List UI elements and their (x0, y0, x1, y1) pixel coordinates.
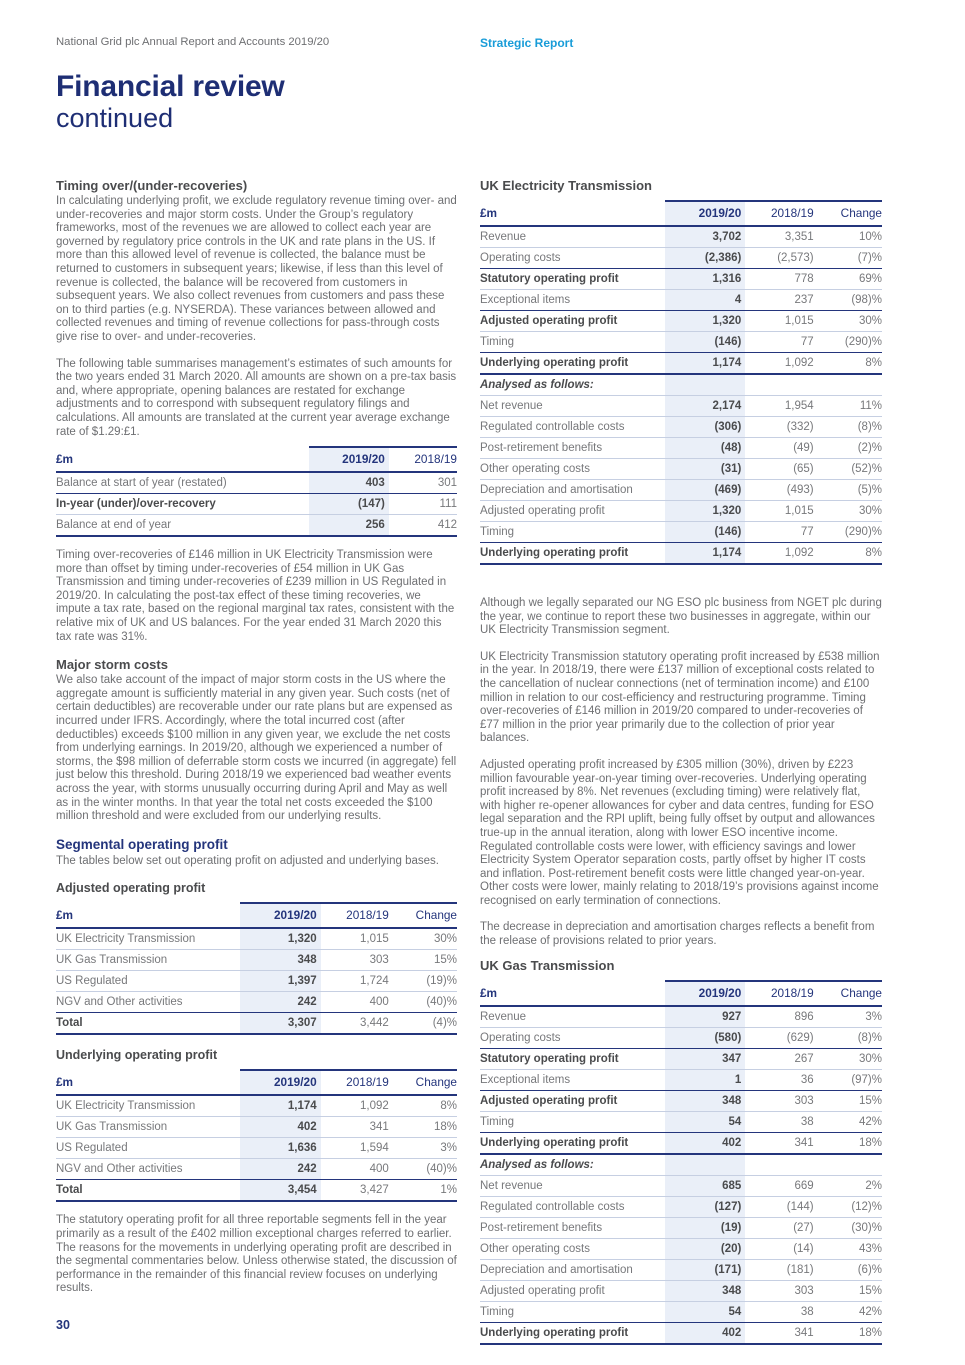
cell-label: Timing (480, 1301, 665, 1322)
storm-heading: Major storm costs (56, 657, 168, 673)
cell-2018-19: 778 (745, 269, 813, 290)
timing-paragraph-1: In calculating underlying profit, we exclude regulatory revenue timing over- and under-recoveries and major storm costs. Under the Group’s regulatory frameworks, most of the revenues we are allowed to collect each year are governed by regulatory price controls in the UK and rate plans in the US. If more than this allowed level of revenue is collected, the balance must be returned to customers in subsequent years; likewise, if less than this level of revenue is collected, the balance will be recovered from customers in subsequent years. We also collect revenues from customers and pass these on to third parties (e.g. NYSERDA). These variances between allowed and collected revenues and timing of revenue collections for pass-through costs give rise to over- and under-recoveries. (56, 195, 457, 343)
cell-2019-20: (20) (665, 1238, 745, 1259)
column-header: 2018/19 (321, 1070, 389, 1095)
cell-2019-20: 54 (665, 1301, 745, 1322)
uket-paragraph-3: Adjusted operating profit increased by £305 million (30%), driven by £223 million favourable year-on-year timing over-recoveries. Underlying operating profit increased by 8%. Net revenues (excluding timing) were relatively flat, with higher re-opener allowances for cyber and data centres, funding for ESO legal separation and the RPI uplift, being fully offset by output and allowances true-up in the annual iteration, along with lower ESO incentive income. Regulated controllable costs were lower, with efficiency savings and lower Electricity System Operator separation costs, partly offset by higher IT costs and inflation. Post-retirement benefit costs were little changed year-on-year. Other costs were lower, mainly relating to 2018/19’s provisions against income recognised on early termination of connections. (480, 758, 879, 907)
cell-label: Underlying operating profit (480, 1132, 665, 1154)
column-header: Change (389, 903, 457, 928)
cell-change: (40)% (389, 992, 457, 1013)
cell-2019-20: (306) (665, 417, 745, 438)
timing-paragraph-2: The following table summarises management’s estimates of such amounts for the two years ended 31 March 2020. All amounts are shown on a pre-tax basis and, where appropriate, opening balances are restated for exchange adjustments and to correspond with subsequent regulatory filings and calculations. All amounts are translated at the current year average exchange rate of $1.29:£1. (56, 357, 457, 438)
table-row (480, 417, 882, 438)
ukgt-table (480, 980, 882, 1345)
right-column (480, 178, 882, 1357)
cell-2018-19: 36 (745, 1069, 813, 1090)
cell-change: (6)% (814, 1259, 882, 1280)
table-row (480, 396, 882, 417)
table-row (56, 472, 457, 494)
cell-change: (12)% (814, 1196, 882, 1217)
cell-2018-19 (745, 374, 813, 396)
column-header: £m (480, 201, 665, 226)
cell-change: 18% (814, 1132, 882, 1154)
table-row (56, 1180, 457, 1202)
cell-label: Adjusted operating profit (480, 311, 665, 332)
cell-2019-20: 1,174 (665, 353, 745, 375)
cell-change: (290)% (814, 332, 882, 353)
cell-label: Analysed as follows: (480, 374, 665, 396)
cell-label: Underlying operating profit (480, 543, 665, 565)
cell-label: Operating costs (480, 248, 665, 269)
page-subtitle: continued (56, 103, 174, 133)
column-header: Change (814, 201, 882, 226)
cell-label: Depreciation and amortisation (480, 1259, 665, 1280)
cell-2018-19: 301 (437, 477, 457, 490)
cell-label: Balance at start of year (restated) (56, 477, 227, 490)
table-row (480, 480, 882, 501)
cell-2019-20 (665, 374, 745, 396)
cell-2019-20: 402 (665, 1322, 745, 1344)
cell-label: Underlying operating profit (480, 353, 665, 375)
page-title: Financial review (56, 70, 285, 103)
cell-change: 15% (389, 950, 457, 971)
cell-2018-19: 303 (745, 1090, 813, 1111)
cell-change: (7)% (814, 248, 882, 269)
closing-paragraph: The statutory operating profit for all three reportable segments fell in the year primarily as a result of the £402 million exceptional charges referred to earlier. The reasons for the movements in underlying operating profit are described in the segmental commentaries below. Unless otherwise stated, the discussion of performance in the remainder of this financial review focuses on underlying results. (56, 1214, 457, 1295)
column-header: 2019/20 (240, 903, 320, 928)
ukgt-heading: UK Gas Transmission (480, 957, 615, 973)
cell-2018-19: 1,015 (745, 501, 813, 522)
cell-2019-20: 2,174 (665, 396, 745, 417)
cell-label: UK Electricity Transmission (56, 933, 196, 946)
cell-2018-19: (493) (745, 480, 813, 501)
table-row (480, 1154, 882, 1176)
cell-2018-19: 412 (389, 515, 457, 537)
cell-label: Timing (480, 1111, 665, 1132)
uket-paragraph-4: The decrease in depreciation and amortisation charges reflects a benefit from the release of provisions related to prior years. (480, 921, 875, 948)
table-row (480, 1259, 882, 1280)
cell-2018-19: 669 (745, 1175, 813, 1196)
cell-2018-19: (181) (745, 1259, 813, 1280)
cell-2019-20: 1,174 (240, 1095, 320, 1117)
cell-2019-20: (127) (665, 1196, 745, 1217)
uket-table (480, 200, 882, 565)
table-row (56, 1138, 457, 1159)
cell-2019-20: 242 (240, 992, 320, 1013)
cell-2019-20: (2,386) (665, 248, 745, 269)
table-header-row (56, 1070, 457, 1095)
column-header: £m (56, 903, 240, 928)
table-header-row (480, 201, 882, 226)
cell-2019-20: 1,636 (240, 1138, 320, 1159)
cell-2018-19: 341 (321, 1117, 389, 1138)
cell-label: Adjusted operating profit (480, 501, 665, 522)
uket-heading: UK Electricity Transmission (480, 178, 652, 193)
cell-label: UK Gas Transmission (56, 1117, 240, 1138)
table-row (480, 1301, 882, 1322)
column-header: 2019/20 (665, 201, 745, 226)
cell-label: Total (56, 1180, 240, 1202)
cell-change: 1% (389, 1180, 457, 1202)
column-header: 2018/19 (389, 447, 457, 472)
cell-label: Net revenue (480, 396, 665, 417)
cell-2019-20: 1 (665, 1069, 745, 1090)
cell-2019-20: 1,397 (240, 971, 320, 992)
cell-2019-20: 403 (309, 472, 389, 494)
table-row (480, 1048, 882, 1069)
cell-2019-20: 256 (309, 515, 389, 537)
cell-label: Net revenue (480, 1175, 665, 1196)
adjusted-profit-heading: Adjusted operating profit (56, 881, 206, 896)
cell-label: Statutory operating profit (480, 269, 665, 290)
cell-label: Adjusted operating profit (480, 1280, 665, 1301)
cell-label: Revenue (480, 1010, 527, 1023)
cell-change: 18% (389, 1117, 457, 1138)
table-row (480, 1090, 882, 1111)
cell-change: (8)% (814, 417, 882, 438)
cell-2018-19: 77 (745, 522, 813, 543)
cell-change: 10% (858, 231, 882, 243)
cell-2018-19: 77 (745, 332, 813, 353)
table-row (480, 1322, 882, 1344)
cell-change: 15% (814, 1280, 882, 1301)
cell-label: NGV and Other activities (56, 1159, 240, 1180)
table-row (480, 1217, 882, 1238)
table-row (480, 1027, 882, 1048)
column-header: 2018/19 (321, 903, 389, 928)
cell-2019-20: 1,320 (665, 311, 745, 332)
table-row (56, 1095, 457, 1117)
cell-label: US Regulated (56, 1138, 240, 1159)
cell-2019-20: (146) (665, 522, 745, 543)
table-row (56, 494, 457, 515)
cell-2018-19: 38 (745, 1111, 813, 1132)
timing-paragraph-3: Timing over-recoveries of £146 million in UK Electricity Transmission were more than offset by timing under-recoveries of £54 million in UK Gas Transmission and timing under-recoveries of £239 million in US Regulated in 2019/20. In calculating the post-tax effect of these timing recoveries, we impute a tax rate, based on the regional marginal tax rates, consistent with the relative mix of UK and US balances. For the year ended 31 March 2020 this tax rate was 31%. (56, 549, 455, 643)
cell-2019-20: (171) (665, 1259, 745, 1280)
cell-2018-19: (14) (745, 1238, 813, 1259)
cell-label: Total (56, 1013, 240, 1035)
cell-2019-20: 927 (665, 1006, 745, 1028)
table-row (480, 374, 882, 396)
cell-change: 15% (814, 1090, 882, 1111)
cell-change: (97)% (814, 1069, 882, 1090)
cell-change: (4)% (389, 1013, 457, 1035)
cell-label: Post-retirement benefits (480, 1217, 665, 1238)
cell-change: (290)% (814, 522, 882, 543)
cell-2018-19: 1,092 (745, 543, 813, 565)
table-row (56, 515, 457, 537)
cell-label: Other operating costs (480, 459, 665, 480)
column-header: £m (56, 1070, 240, 1095)
cell-change: 30% (433, 933, 457, 946)
column-header: Change (389, 1070, 457, 1095)
cell-label: Exceptional items (480, 1069, 665, 1090)
underlying-profit-table (56, 1069, 457, 1202)
table-row (480, 1132, 882, 1154)
table-row (480, 332, 882, 353)
cell-change: (52)% (814, 459, 882, 480)
cell-change: 3% (865, 1010, 882, 1023)
cell-label: Regulated controllable costs (480, 1196, 665, 1217)
table-row (56, 992, 457, 1013)
cell-2018-19: 341 (745, 1132, 813, 1154)
table-row (480, 1196, 882, 1217)
uket-paragraph-1: Although we legally separated our NG ESO plc business from NGET plc during the year, we continue to report these two businesses in aggregate, within our UK Electricity Transmission segment. (480, 597, 882, 637)
cell-2018-19: 1,015 (745, 311, 813, 332)
cell-2019-20: (48) (665, 438, 745, 459)
recovery-table (56, 446, 457, 537)
page-number: 30 (56, 1318, 70, 1332)
timing-heading: Timing over/(under-recoveries) (56, 178, 248, 193)
cell-2019-20: 1,320 (665, 501, 745, 522)
cell-change: 30% (814, 311, 882, 332)
cell-2018-19: 1,724 (321, 971, 389, 992)
table-row (480, 543, 882, 565)
table-row (480, 248, 882, 269)
table-header-row (56, 447, 457, 472)
cell-2018-19: 3,442 (321, 1013, 389, 1035)
column-header: 2018/19 (745, 981, 813, 1006)
cell-2019-20: (19) (665, 1217, 745, 1238)
table-row (56, 1117, 457, 1138)
cell-2019-20: 348 (240, 950, 320, 971)
cell-change: 69% (814, 269, 882, 290)
cell-2019-20 (665, 1154, 745, 1176)
cell-2018-19: (629) (745, 1027, 813, 1048)
cell-change: 42% (814, 1301, 882, 1322)
cell-2018-19: (332) (745, 417, 813, 438)
cell-2019-20: 347 (665, 1048, 745, 1069)
table-row (480, 269, 882, 290)
cell-2018-19: 3,351 (784, 231, 814, 243)
cell-2018-19: 400 (321, 1159, 389, 1180)
table-row (480, 311, 882, 332)
cell-change: (8)% (814, 1027, 882, 1048)
table-row (480, 353, 882, 375)
cell-2019-20: (31) (665, 459, 745, 480)
cell-label: Depreciation and amortisation (480, 480, 665, 501)
cell-change: (30)% (814, 1217, 882, 1238)
cell-label: Analysed as follows: (480, 1154, 665, 1176)
table-row (56, 1159, 457, 1180)
cell-2019-20: 3,702 (665, 226, 745, 248)
cell-label: Regulated controllable costs (480, 417, 665, 438)
cell-2018-19: 400 (321, 992, 389, 1013)
cell-2018-19: 1,015 (360, 933, 389, 946)
uket-paragraph-2: UK Electricity Transmission statutory operating profit increased by £538 million in the year. In 2018/19, there were £137 million of exceptional costs related to the cancellation of nuclear connections (net of termination income) and £100 million in relation to our cost-efficiency and restructuring programme. Timing over-recoveries of £146 million in 2019/20 compared to under-recoveries of £77 million in the prior year primarily due to the collection of prior year balances. (480, 650, 880, 745)
table-row (56, 971, 457, 992)
title-block (56, 70, 882, 134)
cell-label: Underlying operating profit (480, 1322, 665, 1344)
table-header-row (56, 903, 457, 928)
cell-2018-19 (745, 1154, 813, 1176)
table-row (480, 438, 882, 459)
column-header: 2019/20 (665, 981, 745, 1006)
cell-2018-19: (2,573) (745, 248, 813, 269)
cell-2019-20: 685 (665, 1175, 745, 1196)
cell-label: Revenue (480, 231, 527, 243)
storm-paragraph: We also take account of the impact of major storm costs in the US where the aggregate amount is sufficiently material in any given year. Such costs (net of certain deductibles) are recoverable under our rate plans but are expensed as incurred under IFRS. Accordingly, where the total incurred cost (after deductibles) exceeds $100 million in any given year, we exclude the net costs from underlying earnings. In 2019/20, although we experienced a number of storms, the $98 million of deferrable storm costs we incurred (in aggregate) fell just below this threshold. During 2018/19 we experienced bad weather events across the year, with storms unusually occurring during April and May as well as in the winter months. In that year the total net costs exceeded the $100 million threshold and were excluded from our underlying results. (56, 674, 457, 823)
cell-2019-20: (469) (665, 480, 745, 501)
cell-change: 8% (814, 543, 882, 565)
cell-label: Timing (480, 522, 665, 543)
table-row (480, 459, 882, 480)
table-row (480, 1006, 882, 1028)
cell-2019-20: 3,307 (240, 1013, 320, 1035)
cell-label: Adjusted operating profit (480, 1090, 665, 1111)
segmental-heading: Segmental operating profit (56, 836, 228, 852)
column-header: Change (814, 981, 882, 1006)
cell-2019-20: 3,454 (240, 1180, 320, 1202)
cell-2019-20: 348 (665, 1280, 745, 1301)
column-header: 2019/20 (309, 447, 389, 472)
cell-2019-20: 1,316 (665, 269, 745, 290)
cell-2018-19: (27) (745, 1217, 813, 1238)
table-row (480, 522, 882, 543)
cell-2019-20: (147) (309, 494, 389, 515)
cell-change: 8% (440, 1100, 457, 1113)
cell-change: (2)% (814, 438, 882, 459)
cell-2019-20: 402 (665, 1132, 745, 1154)
two-column-layout (56, 178, 882, 1357)
table-row (480, 226, 882, 248)
column-header: £m (480, 981, 665, 1006)
report-name: National Grid plc Annual Report and Accounts 2019/20 (56, 36, 330, 48)
cell-change: 43% (814, 1238, 882, 1259)
cell-2018-19: 1,092 (745, 353, 813, 375)
adjusted-profit-table (56, 902, 457, 1035)
cell-label: US Regulated (56, 971, 240, 992)
cell-label: Exceptional items (480, 290, 665, 311)
column-header: 2019/20 (240, 1070, 320, 1095)
cell-label: UK Electricity Transmission (56, 1100, 196, 1113)
cell-2018-19: 237 (745, 290, 813, 311)
cell-2019-20: 402 (240, 1117, 320, 1138)
section-tab-label: Strategic Report (480, 36, 574, 50)
cell-change: 8% (814, 353, 882, 375)
cell-label: NGV and Other activities (56, 992, 240, 1013)
cell-label: Operating costs (480, 1027, 665, 1048)
cell-label: In-year (under)/over-recovery (56, 494, 309, 515)
cell-2019-20: 242 (240, 1159, 320, 1180)
table-row (56, 1013, 457, 1035)
segmental-paragraph: The tables below set out operating profit on adjusted and underlying bases. (56, 854, 439, 867)
cell-2018-19: (144) (745, 1196, 813, 1217)
cell-2019-20: 4 (665, 290, 745, 311)
cell-2018-19: 341 (745, 1322, 813, 1344)
cell-2018-19: 1,092 (360, 1100, 389, 1113)
cell-2018-19: 3,427 (321, 1180, 389, 1202)
table-row (480, 290, 882, 311)
cell-change: 2% (814, 1175, 882, 1196)
cell-2018-19: 303 (321, 950, 389, 971)
table-row (480, 1069, 882, 1090)
cell-label: Other operating costs (480, 1238, 665, 1259)
cell-label: Timing (480, 332, 665, 353)
table-row (480, 1111, 882, 1132)
cell-2019-20: 348 (665, 1090, 745, 1111)
table-row (56, 928, 457, 950)
cell-change: (19)% (389, 971, 457, 992)
table-row (480, 1280, 882, 1301)
cell-2019-20: 1,320 (240, 928, 320, 950)
cell-2018-19: (65) (745, 459, 813, 480)
cell-2018-19: 303 (745, 1280, 813, 1301)
page-header (56, 36, 882, 50)
cell-label: Statutory operating profit (480, 1048, 665, 1069)
cell-2019-20: 1,174 (665, 543, 745, 565)
table-header-row (480, 981, 882, 1006)
cell-2018-19: 38 (745, 1301, 813, 1322)
cell-change: 11% (814, 396, 882, 417)
cell-change (814, 1154, 882, 1176)
cell-2018-19: 1,594 (321, 1138, 389, 1159)
cell-2018-19: 267 (745, 1048, 813, 1069)
table-row (480, 501, 882, 522)
cell-change: 30% (814, 1048, 882, 1069)
cell-2018-19: (49) (745, 438, 813, 459)
cell-change: (98)% (814, 290, 882, 311)
cell-label: UK Gas Transmission (56, 950, 240, 971)
table-row (56, 950, 457, 971)
cell-2019-20: (146) (665, 332, 745, 353)
cell-2018-19: 1,954 (745, 396, 813, 417)
column-header: 2018/19 (745, 201, 813, 226)
cell-change (814, 374, 882, 396)
cell-2018-19: 896 (794, 1010, 814, 1023)
cell-change: (5)% (814, 480, 882, 501)
cell-change: 3% (389, 1138, 457, 1159)
cell-change: 18% (814, 1322, 882, 1344)
underlying-profit-heading: Underlying operating profit (56, 1048, 218, 1063)
cell-change: (40)% (389, 1159, 457, 1180)
cell-2018-19: 111 (389, 494, 457, 515)
table-row (480, 1175, 882, 1196)
cell-label: Balance at end of year (56, 515, 309, 537)
table-row (480, 1238, 882, 1259)
cell-change: 30% (814, 501, 882, 522)
cell-label: Post-retirement benefits (480, 438, 665, 459)
cell-2019-20: (580) (665, 1027, 745, 1048)
cell-change: 42% (814, 1111, 882, 1132)
column-header: £m (56, 447, 309, 472)
left-column (56, 178, 457, 1309)
cell-2019-20: 54 (665, 1111, 745, 1132)
